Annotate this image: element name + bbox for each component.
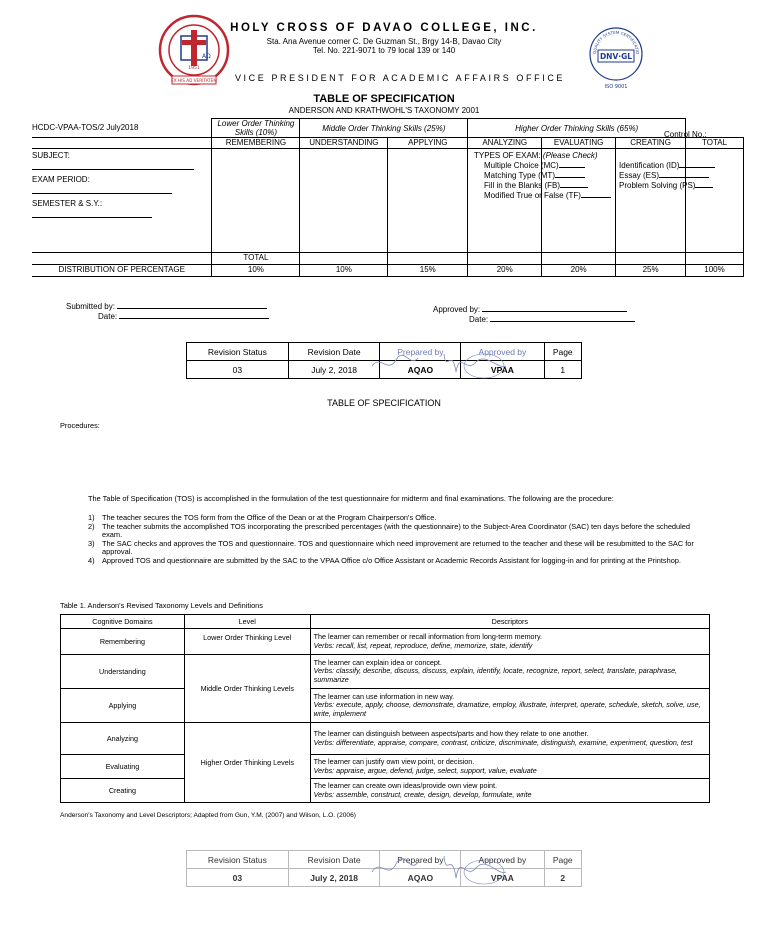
exam-type-checkbox[interactable]: Essay (ES) xyxy=(619,171,715,181)
revision-date-header: Revision Date xyxy=(288,851,380,869)
tos-grid-table xyxy=(32,118,744,277)
office-name: VICE PRESIDENT FOR ACADEMIC AFFAIRS OFFICE xyxy=(234,73,566,83)
exam-types-right xyxy=(619,161,715,191)
domain-creating: Creating xyxy=(61,779,185,803)
doc-code: HCDC-VPAA-TOS/2 July2018 xyxy=(32,123,139,133)
revision-date-value: July 2, 2018 xyxy=(288,361,380,379)
approved-by-value: VPAA xyxy=(461,361,544,379)
procedure-step: 4) Approved TOS and questionnaire are submitted by the SAC to the VPAA Office c/o Office Assistant or Academic Records Assistant for logging-in and for printing at the Printshop. xyxy=(88,555,681,565)
procedure-step: 3) The SAC checks and approves the TOS and questionnaire. TOS and questionnaire which need improvement are returned to the teacher and these will be resubmitted to the SAC for approval. xyxy=(88,538,694,557)
header-level: Level xyxy=(184,615,310,629)
distribution-value: 100% xyxy=(686,265,744,277)
higher-order-header: Higher Order Thinking Skills (65%) xyxy=(468,119,686,138)
revision-status-header: Revision Status xyxy=(187,851,289,869)
tos-subtitle: ANDERSON AND KRATHWOHL'S TAXONOMY 2001 xyxy=(288,106,480,115)
svg-text:1951: 1951 xyxy=(188,66,200,71)
svg-text:AΩ: AΩ xyxy=(202,53,211,60)
tos-title: TABLE OF SPECIFICATION xyxy=(313,93,455,105)
procedures-label: Procedures: xyxy=(60,421,100,430)
col-applying: APPLYING xyxy=(388,138,468,149)
signature-marks xyxy=(366,344,516,384)
col-analyzing: ANALYZING xyxy=(468,138,542,149)
signature-marks xyxy=(366,848,516,888)
seal-motto: EX HIS AD VERITATEM xyxy=(171,78,217,83)
descriptor-analyzing: The learner can distinguish between aspects/parts and how they relate to one another. Verbs: differentiate, appraise, compare, contrast, criticize, discriminate, distinguish, examine, experiment, question, test xyxy=(310,723,709,755)
descriptor-creating: The learner can create own ideas/provide own view point. Verbs: assemble, construct, create, design, develop, formulate, write xyxy=(310,779,709,803)
total-row-label: TOTAL xyxy=(212,253,300,265)
distribution-value: 10% xyxy=(300,265,388,277)
exam-period-field[interactable]: EXAM PERIOD: xyxy=(32,174,211,198)
distribution-label: DISTRIBUTION OF PERCENTAGE xyxy=(32,265,212,277)
col-understanding: UNDERSTANDING xyxy=(300,138,388,149)
college-address: Sta. Ana Avenue corner C. De Guzman St., Brgy 14-B, Davao City xyxy=(266,37,502,46)
distribution-value: 25% xyxy=(616,265,686,277)
col-total: TOTAL xyxy=(686,138,744,149)
exam-type-checkbox[interactable]: Problem Solving (PS) xyxy=(619,181,715,191)
distribution-value: 20% xyxy=(468,265,542,277)
col-remembering: REMEMBERING xyxy=(212,138,300,149)
exam-type-checkbox[interactable]: Multiple Choice (MC) xyxy=(484,161,611,171)
revision-status-value: 03 xyxy=(187,869,289,887)
page2-title: TABLE OF SPECIFICATION xyxy=(327,398,441,408)
revision-date-header: Revision Date xyxy=(288,343,380,361)
level-lower: Lower Order Thinking Level xyxy=(184,629,310,655)
prepared-by-header: Prepared by xyxy=(380,851,461,869)
submitted-by-field[interactable]: Submitted by: xyxy=(66,302,267,311)
header-descriptors: Descriptors xyxy=(310,615,709,629)
prepared-by-value: AQAO xyxy=(380,869,461,887)
control-number-label: Control No.: xyxy=(664,130,707,139)
exam-type-checkbox[interactable]: Modified True or False (TF) xyxy=(484,191,611,201)
domain-remembering: Remembering xyxy=(61,629,185,655)
revision-status-value: 03 xyxy=(187,361,289,379)
procedures-intro: The Table of Specification (TOS) is accomplished in the formulation of the test questionnaire for midterm and final examinations. The following are the procedure: xyxy=(88,494,614,503)
table-source-note: Anderson's Taxonomy and Level Descriptors; Adapted from Gun, Y.M. (2007) and Wilson, L.O. (2006) xyxy=(60,812,356,819)
svg-text:QUALITY SYSTEM CERTIFICATION: QUALITY SYSTEM CERTIFICATIO xyxy=(591,29,641,55)
revision-date-value: July 2, 2018 xyxy=(288,869,380,887)
prepared-by-value: AQAO xyxy=(380,361,461,379)
exam-type-checkbox[interactable]: Fill in the Blanks (FB) xyxy=(484,181,611,191)
approved-date-field[interactable]: Date: xyxy=(469,315,635,324)
level-higher: Higher Order Thinking Levels xyxy=(184,723,310,803)
svg-text:ISO 9001: ISO 9001 xyxy=(604,84,628,90)
page-header: Page xyxy=(544,343,582,361)
college-telephone: Tel. No. 221-9071 to 79 local 139 or 140 xyxy=(312,46,456,55)
college-name: HOLY CROSS OF DAVAO COLLEGE, INC. xyxy=(230,22,538,34)
distribution-value: 20% xyxy=(542,265,616,277)
descriptor-remembering: The learner can remember or recall information from long-term memory. Verbs: recall, list, repeat, reproduce, define, memorize, state, identify xyxy=(310,629,709,655)
taxonomy-table xyxy=(60,614,710,803)
domain-analyzing: Analyzing xyxy=(61,723,185,755)
svg-text:DNV·GL: DNV·GL xyxy=(599,52,633,61)
approved-by-header: Approved by xyxy=(461,343,544,361)
semester-field[interactable]: SEMESTER & S.Y.: xyxy=(32,198,211,222)
domain-applying: Applying xyxy=(61,689,185,723)
header-cognitive-domains: Cognitive Domains xyxy=(61,615,185,629)
page-number-value: 1 xyxy=(544,361,582,379)
exam-type-checkbox[interactable]: Matching Type (MT) xyxy=(484,171,611,181)
page-header: Page xyxy=(544,851,582,869)
descriptor-applying: The learner can use information in new way. Verbs: execute, apply, choose, demonstrate, dramatize, employ, illustrate, interpret, operate, schedule, sketch, solve, use, write, implement xyxy=(310,689,709,723)
distribution-value: 15% xyxy=(388,265,468,277)
exam-type-checkbox[interactable]: Identification (ID) xyxy=(619,161,715,171)
descriptor-understanding: The learner can explain idea or concept. Verbs: classify, describe, discuss, discuss, explain, identify, locate, recognize, report, select, translate, paraphrase, summarize xyxy=(310,655,709,689)
table1-caption: Table 1. Anderson's Revised Taxonomy Levels and Definitions xyxy=(60,601,263,610)
approved-by-header: Approved by xyxy=(461,851,544,869)
procedure-steps xyxy=(88,514,708,566)
procedure-step: 2) The teacher submits the accomplished TOS incorporating the prescribed percentages (with the questionnaire) to the Subject-Area Coordinator (SAC) ten days before the scheduled exam. xyxy=(88,521,691,540)
procedure-step: 1) The teacher secures the TOS form from the Office of the Dean or at the Program Chairperson's Office. xyxy=(88,513,437,522)
approved-by-field[interactable]: Approved by: xyxy=(433,305,627,314)
page-number-value: 2 xyxy=(544,869,582,887)
submitted-date-field[interactable]: Date: xyxy=(98,312,269,321)
exam-types-block: TYPES OF EXAM: (Please Check) xyxy=(474,151,598,160)
col-evaluating: EVALUATING xyxy=(542,138,616,149)
col-creating: CREATING xyxy=(616,138,686,149)
approved-by-value: VPAA xyxy=(461,869,544,887)
domain-evaluating: Evaluating xyxy=(61,755,185,779)
subject-field[interactable]: SUBJECT: xyxy=(32,150,211,174)
exam-types-left xyxy=(484,161,611,201)
middle-order-header: Middle Order Thinking Skills (25%) xyxy=(300,119,468,138)
lower-order-header: Lower Order Thinking Skills (10%) xyxy=(212,119,300,138)
prepared-by-header: Prepared by xyxy=(380,343,461,361)
level-middle: Middle Order Thinking Levels xyxy=(184,655,310,723)
revision-status-header: Revision Status xyxy=(187,343,289,361)
domain-understanding: Understanding xyxy=(61,655,185,689)
descriptor-evaluating: The learner can justify own view point, or decision. Verbs: appraise, argue, defend, judge, select, support, value, evaluate xyxy=(310,755,709,779)
distribution-value: 10% xyxy=(212,265,300,277)
